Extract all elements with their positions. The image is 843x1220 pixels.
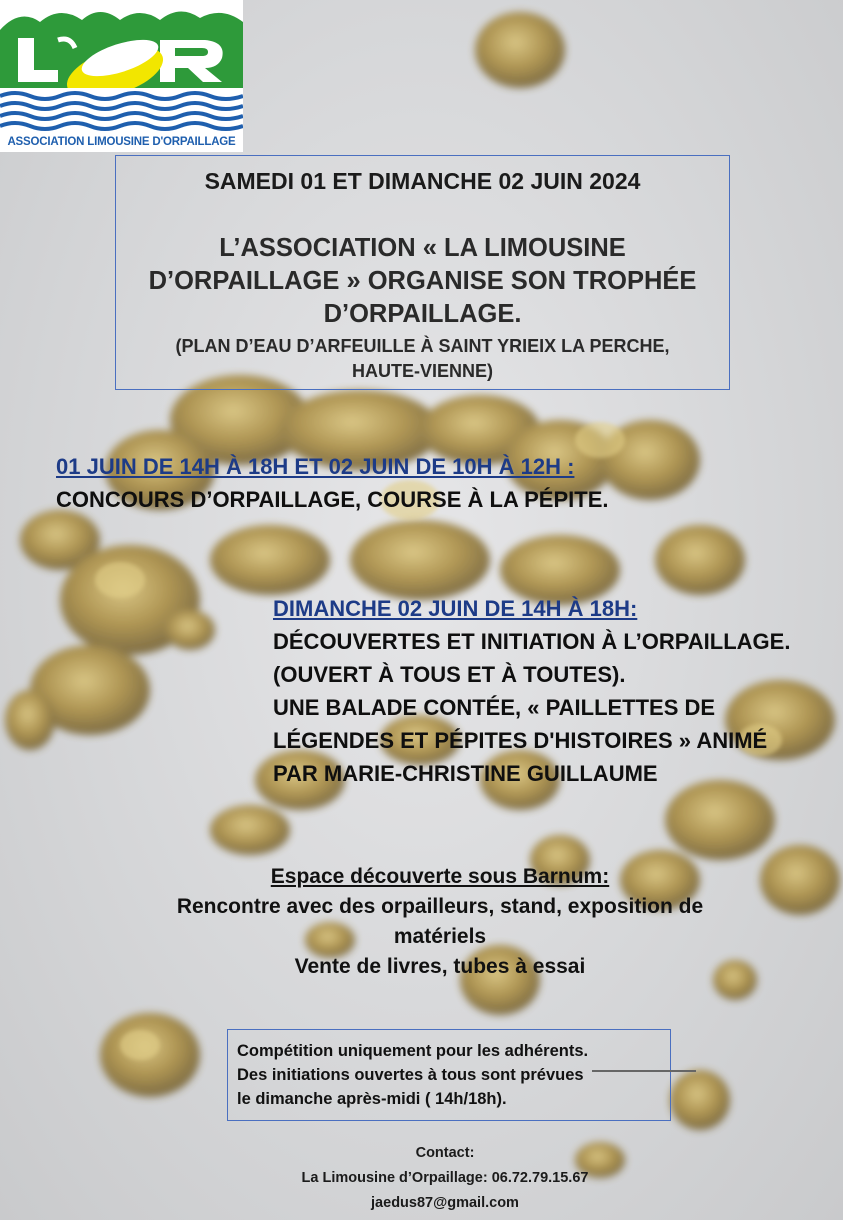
discovery-line: Vente de livres, tubes à essai	[294, 955, 586, 978]
schedule-saturday	[56, 450, 608, 516]
title-box	[115, 155, 730, 390]
location-line: HAUTE-VIENNE)	[351, 361, 493, 381]
schedule-heading: DIMANCHE 02 JUIN DE 14H À 18H:	[273, 596, 638, 621]
competition-notice	[227, 1029, 671, 1121]
location-line: (PLAN D’EAU D’ARFEUILLE À SAINT YRIEIX LA PERCHE,	[175, 336, 670, 356]
event-date: SAMEDI 01 ET DIMANCHE 02 JUIN 2024	[204, 168, 641, 194]
competition-line: Compétition uniquement pour les adhérents.	[237, 1042, 589, 1060]
strike-line	[592, 1070, 696, 1072]
logo-caption: ASSOCIATION LIMOUSINE D'ORPAILLAGE	[7, 136, 236, 148]
schedule-line: LÉGENDES ET PÉPITES D'HISTOIRES » ANIMÉ	[273, 728, 768, 753]
schedule-sunday	[273, 592, 790, 790]
organizer-line: D’ORPAILLAGE.	[323, 300, 522, 328]
organizer-line: L’ASSOCIATION « LA LIMOUSINE	[219, 234, 626, 262]
contact-email: jaedus87@gmail.com	[371, 1195, 519, 1211]
schedule-line: PAR MARIE-CHRISTINE GUILLAUME	[273, 761, 658, 786]
discovery-space	[100, 862, 780, 982]
competition-line: Des initiations ouvertes à tous sont prévues	[237, 1066, 584, 1084]
discovery-heading: Espace découverte sous Barnum:	[270, 865, 610, 888]
contact-label: Contact:	[415, 1145, 475, 1161]
logo-graphic	[0, 0, 243, 136]
event-location	[116, 334, 729, 384]
association-logo	[0, 0, 243, 152]
discovery-line: Rencontre avec des orpailleurs, stand, exposition de	[176, 895, 704, 918]
discovery-line: matériels	[393, 925, 487, 948]
organizer-line: D’ORPAILLAGE » ORGANISE SON TROPHÉE	[148, 267, 697, 295]
competition-line: le dimanche après-midi ( 14h/18h).	[237, 1090, 507, 1108]
schedule-heading: 01 JUIN DE 14H À 18H ET 02 JUIN DE 10H À 12H :	[56, 454, 575, 479]
contact-phone: La Limousine d’Orpaillage: 06.72.79.15.67	[301, 1170, 589, 1186]
organizer-statement	[116, 232, 729, 331]
schedule-line: DÉCOUVERTES ET INITIATION À L’ORPAILLAGE.	[273, 629, 791, 654]
schedule-line: UNE BALADE CONTÉE, « PAILLETTES DE	[273, 695, 716, 720]
schedule-line: CONCOURS D’ORPAILLAGE, COURSE À LA PÉPITE.	[56, 487, 609, 512]
schedule-line: (OUVERT À TOUS ET À TOUTES).	[273, 662, 626, 687]
contact-block	[200, 1141, 690, 1216]
